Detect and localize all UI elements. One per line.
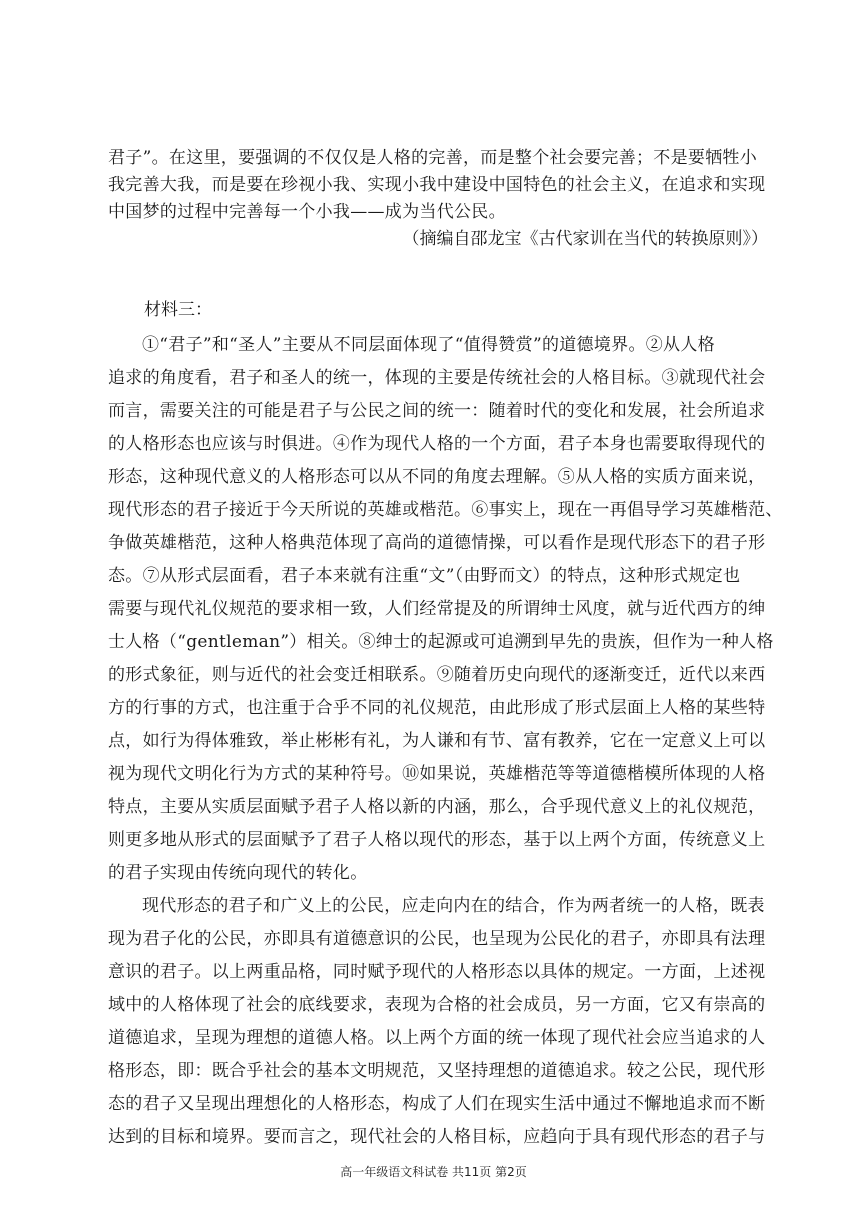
- paragraph-line: 而言，需要关注的可能是君子与公民之间的统一：随着时代的变化和发展，社会所追求: [108, 401, 766, 421]
- document-body: [108, 145, 783, 1154]
- paragraph-line: 争做英雄楷范，这种人格典范体现了高尚的道德情操，可以看作是现代形态下的君子形: [108, 533, 766, 553]
- paragraph-line: 现为君子化的公民，亦即具有道德意识的公民，也呈现为公民化的君子，亦即具有法理: [108, 929, 766, 949]
- intro-paragraph: [108, 145, 768, 226]
- intro-line: 中国梦的过程中完善每一个小我——成为当代公民。: [108, 202, 506, 222]
- paragraph-line: 的君子实现由传统向现代的转化。: [108, 863, 368, 883]
- paragraph-line: 特点，主要从实质层面赋予君子人格以新的内涵，那么，合乎现代意义上的礼仪规范，: [108, 797, 766, 817]
- paragraph-line: 需要与现代礼仪规范的要求相一致，人们经常提及的所谓绅士风度，就与近代西方的绅: [108, 599, 766, 619]
- paragraph-line: 态的君子又呈现出理想化的人格形态，构成了人们在现实生活中通过不懈地追求而不断: [108, 1094, 766, 1114]
- paragraph-line: 达到的目标和境界。要而言之，现代社会的人格目标，应趋向于具有现代形态的君子与: [108, 1127, 766, 1147]
- material-3-paragraph-1: [108, 329, 783, 890]
- paragraph-line: 现代形态的君子接近于今天所说的英雄或楷范。⑥事实上，现在一再倡导学习英雄楷范、: [108, 500, 783, 520]
- intro-line: 君子”。在这里，要强调的不仅仅是人格的完善，而是整个社会要完善；不是要牺牲小: [108, 148, 758, 168]
- paragraph-line: 追求的角度看，君子和圣人的统一，体现的主要是传统社会的人格目标。③就现代社会: [108, 368, 766, 388]
- paragraph-line: 形态，这种现代意义的人格形态可以从不同的角度去理解。⑤从人格的实质方面来说，: [108, 467, 766, 487]
- paragraph-line: 态。⑦从形式层面看，君子本来就有注重“文”（由野而文）的特点，这种形式规定也: [108, 566, 741, 586]
- material-3-heading: 材料三：: [144, 300, 212, 320]
- paragraph-line: 的形式象征，则与近代的社会变迁相联系。⑨随着历史向现代的逐渐变迁，近代以来西: [108, 665, 766, 685]
- paragraph-line: 现代形态的君子和广义上的公民，应走向内在的结合，作为两者统一的人格，既表: [142, 896, 765, 916]
- paragraph-line: 方的行事的方式，也注重于合乎不同的礼仪规范，由此形成了形式层面上人格的某些特: [108, 698, 766, 718]
- paragraph-line: 域中的人格体现了社会的底线要求，表现为合格的社会成员，另一方面，它又有崇高的: [108, 995, 766, 1015]
- material-3-paragraph-2: [108, 890, 768, 1154]
- intro-source-citation: （摘编自邵龙宝《古代家训在当代的转换原则》）: [402, 229, 768, 249]
- intro-line: 我完善大我，而是要在珍视小我、实现小我中建设中国特色的社会主义，在追求和实现: [108, 175, 766, 195]
- paragraph-line: 则更多地从形式的层面赋予了君子人格以现代的形态，基于以上两个方面，传统意义上: [108, 830, 766, 850]
- paragraph-line: ①“君子”和“圣人”主要从不同层面体现了“值得赞赏”的道德境界。②从人格: [142, 335, 715, 355]
- paragraph-line: 视为现代文明化行为方式的某种符号。⑩如果说，英雄楷范等等道德楷模所体现的人格: [108, 764, 766, 784]
- paragraph-line: 意识的君子。以上两重品格，同时赋予现代的人格形态以具体的规定。一方面，上述视: [108, 962, 766, 982]
- paragraph-line: 道德追求，呈现为理想的道德人格。以上两个方面的统一体现了现代社会应当追求的人: [108, 1028, 766, 1048]
- paragraph-line: 格形态，即：既合乎社会的基本文明规范，又坚持理想的道德追求。较之公民，现代形: [108, 1061, 766, 1081]
- paragraph-line: 士人格（“gentleman”）相关。⑧绅士的起源或可追溯到早先的贵族，但作为一种人格: [108, 632, 774, 652]
- paragraph-line: 的人格形态也应该与时俱进。④作为现代人格的一个方面，君子本身也需要取得现代的: [108, 434, 766, 454]
- page-footer: 高一年级语文科试卷 共11页 第2页: [340, 1165, 527, 1179]
- paragraph-line: 点，如行为得体雅致，举止彬彬有礼，为人谦和有节、富有教养，它在一定意义上可以: [108, 731, 766, 751]
